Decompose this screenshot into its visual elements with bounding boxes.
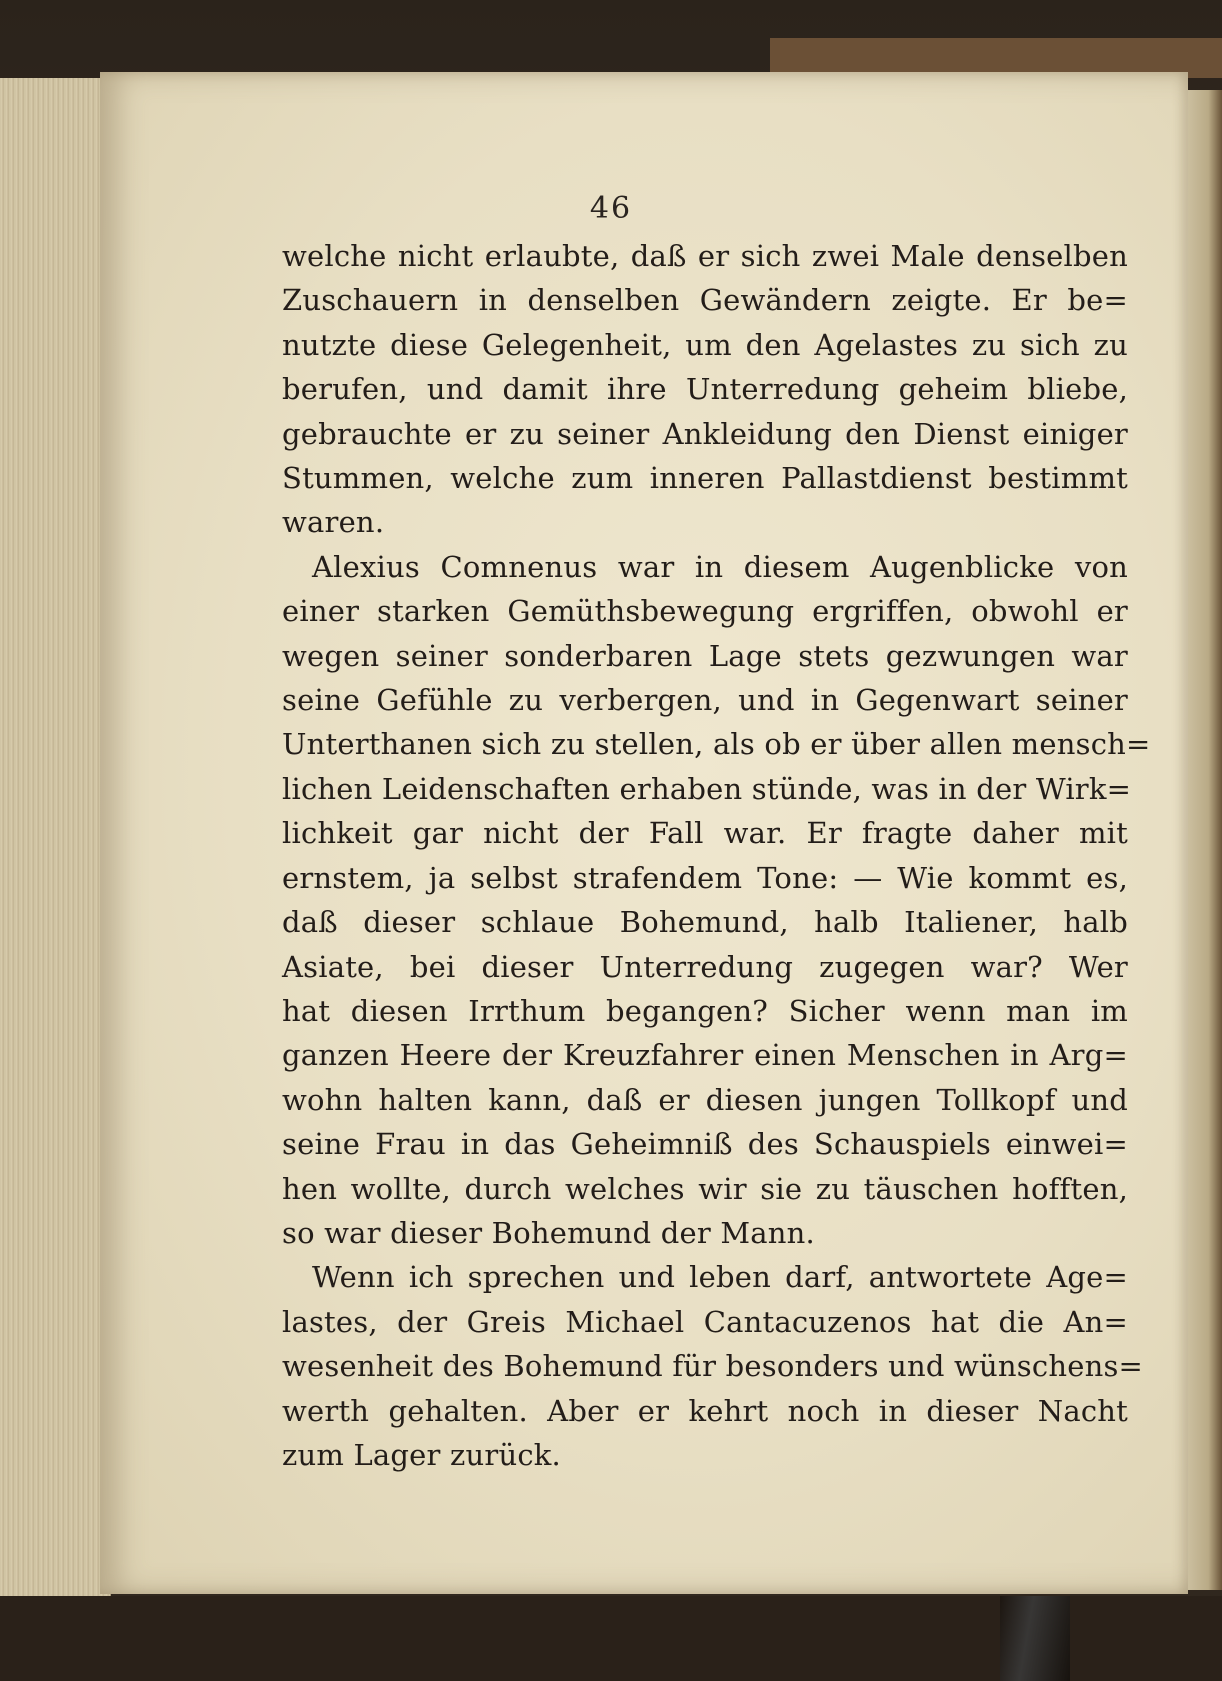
text-line: welche nicht erlaubte, daß er sich zwei Male denselben [282, 239, 1128, 273]
text-line: hat diesen Irrthum begangen? Sicher wenn man im [282, 993, 1128, 1028]
text-line: zum Lager zurück. [282, 1437, 561, 1472]
text-line: seine Gefühle zu verbergen, und in Gegenwart seiner [282, 683, 1128, 718]
text-line: hen wollte, durch welches wir sie zu täuschen hofften, [282, 1171, 1128, 1206]
paragraph-start-line: Wenn ich sprechen und leben darf, antwortete Age= [312, 1260, 1128, 1295]
text-line: gebrauchte er zu seiner Ankleidung den Dienst einiger [282, 416, 1128, 451]
page-number: 46 [589, 191, 633, 226]
paragraph-start-line: Alexius Comnenus war in diesem Augenblicke von [312, 549, 1128, 584]
body-text [282, 234, 1151, 1477]
text-line: so war dieser Bohemund der Mann. [282, 1215, 815, 1250]
text-line: einer starken Gemüthsbewegung ergriffen, obwohl er [282, 594, 1128, 629]
text-line: lastes, der Greis Michael Cantacuzenos hat die An= [282, 1304, 1128, 1339]
text-line: Zuschauern in denselben Gewändern zeigte. Er be= [282, 283, 1128, 318]
text-line: ganzen Heere der Kreuzfahrer einen Menschen in Arg= [282, 1038, 1128, 1073]
text-line: wegen seiner sonderbaren Lage stets gezwungen war [282, 638, 1128, 673]
text-line: lichkeit gar nicht der Fall war. Er fragte daher mit [282, 816, 1128, 851]
text-line: wesenheit des Bohemund für besonders und wünschens= [282, 1349, 1144, 1384]
page-stack-left [0, 78, 111, 1623]
text-line: Stummen, welche zum inneren Pallastdienst bestimmt [282, 461, 1128, 496]
text-line: Asiate, bei dieser Unterredung zugegen war? Wer [282, 949, 1128, 984]
text-line: daß dieser schlaue Bohemund, halb Italiener, halb [282, 905, 1128, 940]
text-line: Unterthanen sich zu stellen, als ob er über allen mensch= [282, 727, 1151, 762]
text-line: nutzte diese Gelegenheit, um den Agelastes zu sich zu [282, 327, 1128, 362]
text-line: wohn halten kann, daß er diesen jungen Tollkopf und [282, 1082, 1128, 1117]
text-line: berufen, und damit ihre Unterredung geheim bliebe, [282, 372, 1128, 407]
text-line: seine Frau in das Geheimniß des Schauspiels einwei= [282, 1127, 1128, 1162]
text-line: lichen Leidenschaften erhaben stünde, was in der Wirk= [282, 771, 1132, 806]
page-edge-right [1188, 90, 1222, 1590]
bookmark-ribbon [1000, 1596, 1070, 1681]
text-line: ernstem, ja selbst strafendem Tone: — Wie kommt es, [282, 860, 1128, 895]
text-line: waren. [282, 505, 385, 540]
text-line: werth gehalten. Aber er kehrt noch in dieser Nacht [282, 1393, 1128, 1428]
